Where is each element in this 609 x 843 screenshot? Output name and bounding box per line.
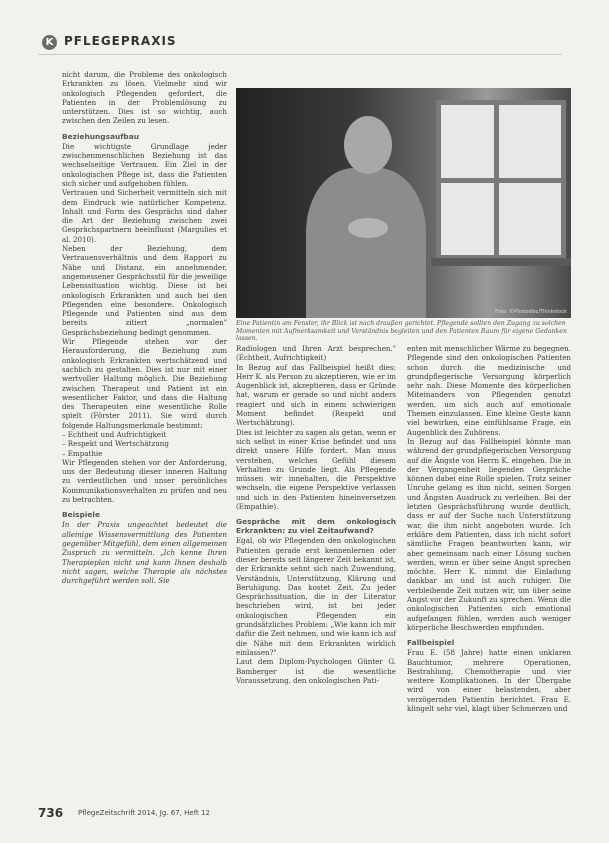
paragraph: Wir Pflegenden stehen vor der Anforderung, uns der Bedeutung dieser inneren Haltung zu verdeutlichen und unser persönliches Kommunikationsverhalten zu prüfen und neu zu betrachten. <box>62 457 227 505</box>
subheading-beziehungsaufbau: Beziehungsaufbau <box>62 131 139 141</box>
column-2 <box>236 344 396 685</box>
journal-citation: PflegeZeitschrift 2014, Jg. 67, Heft 12 <box>78 809 210 817</box>
paragraph: Wir Pflegende stehen vor der Herausforderung, die Beziehung zum onkologisch Erkrankten wertschätzend und sachlich zu gestalten. Dies ist nur mit einer wertvoller Haltung möglich. Die Beziehung zwischen Therapeut und Patient ist ein wesentlicher Faktor, und dass die Haltung des Therapeuten eine wesentliche Rolle spielt (Förster 2011). Sie wird durch folgende Haltungsmerkmale bestimmt: <box>62 337 227 430</box>
page-footer <box>38 806 338 820</box>
photo-window-transom <box>436 178 566 183</box>
section-title: PFLEGEPRAXIS <box>64 34 177 48</box>
paragraph: In der Praxis ungeachtet bedeutet die alleinige Wissensvermittlung des Patienten gegenüber Mitgefühl, dem einen allgemeinen Zuspruch zu vermitteln. „Ich kenne Ihren Therapieplan nicht und kann Ihnen deshalb nicht sagen, welche Therapie als nächstes durchgeführt werden soll. Sie <box>62 520 227 586</box>
photo-caption: Eine Patientin am Fenster, ihr Blick ist nach draußen gerichtet. Pflegende sollten den Zugang zu solchen Momenten mit Aufmerksamkeit und Verständnis begleiten und den Patienten Raum für eigene Gedanken lassen. <box>236 320 567 343</box>
list-item: – Echtheit und Aufrichtigkeit <box>62 429 167 439</box>
column-3 <box>407 344 571 713</box>
paragraph: Egal, ob wir Pflegenden den onkologischen Patienten gerade erst kennenlernen oder dieser bereits seit längerer Zeit bekannt ist, der Erkrankte sehnt sich nach Zuwendung, Verständnis, Unterstützung, Klärung und Beruhigung. Das kostet Zeit. Zu jeder Gesprächssituation, die in der Literatur beschrieben wird, ist bei jeder onkologischen Pflegenden ein grundsätzliches Problem: „Wie kann ich mir dafür die Zeit nehmen, und wie kann ich auf die Nähe mit dem Erkrankten wirklich einlassen?" <box>236 536 396 657</box>
subheading-beispiele: Beispiele <box>62 510 100 520</box>
list-item: – Respekt und Wertschätzung <box>62 439 169 449</box>
paragraph: Vertrauen und Sicherheit vermitteln sich mit dem Eindruck wie natürlicher Kompetenz. Inhalt und Form des Gesprächs sind daher die Art der Beziehung zwischen zwei Gesprächspartnern beeinflusst (Margulies et al. 2010). <box>62 188 227 244</box>
paragraph: Frau E. (58 Jahre) hatte einen unklaren Bauchtumor, mehrere Operationen, Bestrahlung, Chemotherapie und vier weitere Komplikationen. In der Übergabe wird von einer belastenden, aber verzögernden Patientin berichtet. Frau E. klingelt sehr viel, klagt über Schmerzen und <box>407 648 571 713</box>
paragraph: enten mit menschlicher Wärme zu begegnen. Pflegende sind den onkologischen Patienten schon durch die medizinische und grundpflegerische Versorgung körperlich sehr nah. Diese Momente des körperlichen Miteinanders von Pflegenden genutzt werden, um sich auch auf emotionale Themen einzulassen. Eine kleine Geste kann viel bewirken, eine einfühlsame Frage, ein Augenblick des Zuhörens. <box>407 344 571 437</box>
subheading-gespraeche: Gespräche mit dem onkologisch Erkrankten: zu viel Zeitaufwand? <box>236 517 396 536</box>
paragraph: Neben der Beziehung, dem Vertrauensverhältnis und dem Rapport zu Nähe und Distanz, ein annehmender, angemessener Gesprächsstil für die jeweilige Lebenssituation wichtig. Diese ist bei onkologisch Erkrankten und auch bei den Pflegenden eine besondere. Onkologisch Pflegende und Patienten sind aus dem bereits zitiert „normalen" Gesprächsbeziehung bedingt genommen. <box>62 244 227 337</box>
photo-person-hands <box>348 218 388 238</box>
column-1 <box>62 70 227 585</box>
paragraph: Dies ist leichter zu sagen als getan, wenn er sich selbst in einer Krise befindet und uns direkt unsere Hilfe fordert. Man muss verstehen, welches Gefühl diesem Verhalten zu Grunde liegt. Als Pflegende müssen wir innehalten, die Perspektive wechseln, die eigene Perspektive verlassen und sich in den Patienten hineinversetzen (Empathie). <box>236 427 396 512</box>
photo-credit: Foto: ©Photodisc/Thinkstock <box>495 309 567 315</box>
paragraph: Die wichtigste Grundlage jeder zwischenmenschlichen Beziehung ist das wechselseitige Vertrauen. Ein Ziel in der onkologischen Pflege ist, dass die Patienten sich sicher und aufgehoben fühlen. <box>62 141 227 188</box>
paragraph: Radiologen und Ihren Arzt besprechen." (Echtheit, Aufrichtigkeit) <box>236 344 396 363</box>
paragraph: In Bezug auf das Fallbeispiel heißt dies: Herr K. als Person zu akzeptieren, wie er im Augenblick ist, akzeptieren, dass er Gründe hat, warum er gerade so und nicht anders reagiert und sich in einem schwierigen Moment befindet (Respekt und Wertschätzung). <box>236 362 396 428</box>
paragraph: In Bezug auf das Fallbeispiel könnte man während der grundpflegerischen Versorgung auf die Ängste von Herrn K. eingehen. Die in der Vergangenheit liegenden Gespräche können dabei eine Rolle spielen. Trotz seiner Unruhe gelang es ihm nicht, seinen Sorgen und Ängsten Ausdruck zu verleihen. Bei der letzten Gesprächsführung wurde deutlich, dass er auf der Suche nach Unterstützung war, die ihm nicht angeboten wurde. Ich erkläre dem Patienten, dass ich nicht sofort sämtliche Fragen beantworten kann, wir aber gemeinsam nach einer Lösung suchen werden, wenn er über seine Angst sprechen möchte. Herr K. nimmt die Einladung dankbar an und ist auch ruhiger. Die verbleibende Zeit nutzen wir, um über seine Angst vor der Zukunft zu sprechen. Wenn die onkologischen Patienten sich emotional aufgefangen fühlen, werden auch weniger körperliche Beschwerden empfunden. <box>407 436 571 632</box>
list-item: – Empathie <box>62 448 103 458</box>
paragraph: Laut dem Diplom-Psychologen Günter G. Bamberger ist die wesentliche Voraussetzung, den onkologischen Pati- <box>236 657 396 685</box>
photo-window-sill <box>431 258 571 266</box>
paragraph: nicht darum, die Probleme des onkologisch Erkrankten zu lösen. Vielmehr sind wir onkologisch Pflegenden gefordert, die Patienten in der Problemlösung zu unterstützen. Dies ist so wichtig, auch zwischen den Zeilen zu lesen. <box>62 70 227 126</box>
header-rule <box>38 54 562 55</box>
photo-person-head <box>344 116 392 174</box>
section-header <box>38 30 562 56</box>
patient-photo <box>236 88 571 318</box>
section-badge: K <box>42 35 57 50</box>
photo-person-body <box>306 168 426 318</box>
subheading-fallbeispiel: Fallbeispiel <box>407 638 455 648</box>
page-number: 736 <box>38 806 64 820</box>
